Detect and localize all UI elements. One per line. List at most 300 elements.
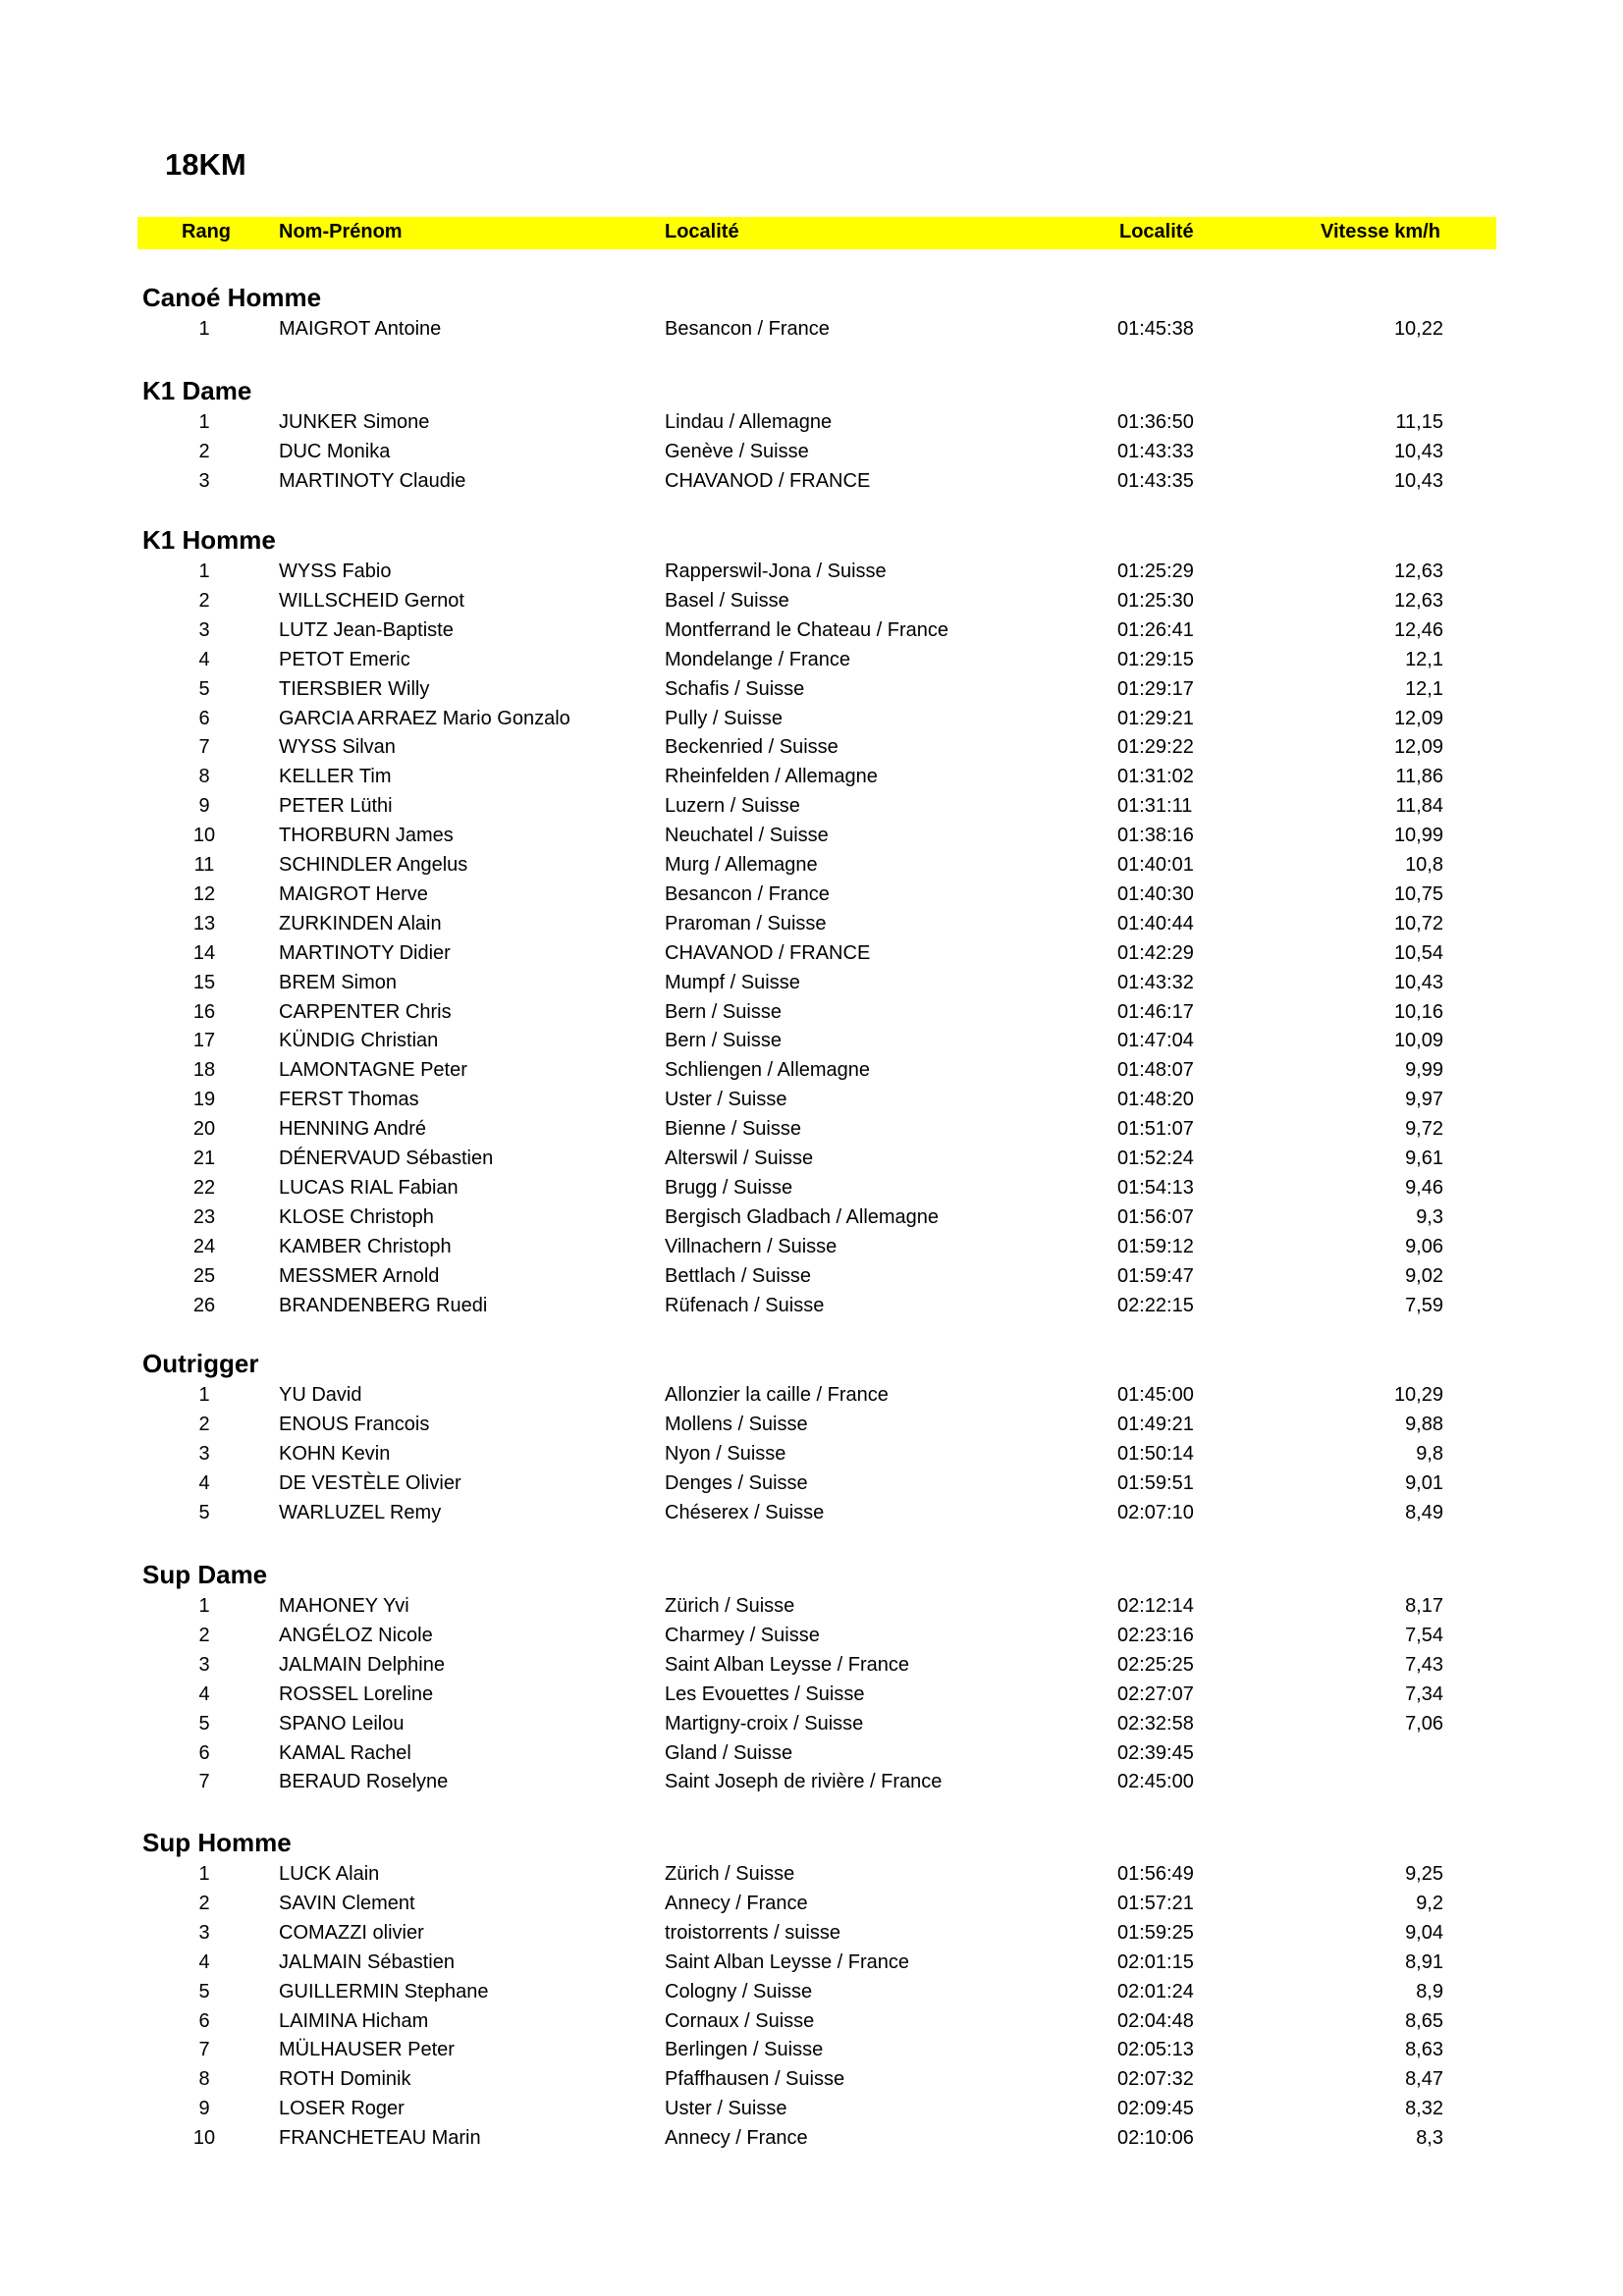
rank-cell: 2 [198, 1625, 210, 1646]
table-row [0, 1893, 1623, 1922]
name-cell: SPANO Leilou [279, 1713, 405, 1735]
rank-cell: 4 [198, 1683, 210, 1705]
name-cell: DE VESTÈLE Olivier [279, 1472, 461, 1494]
locality-cell: Berlingen / Suisse [665, 2039, 824, 2060]
locality-cell: Allonzier la caille / France [665, 1384, 889, 1406]
name-cell: KELLER Tim [279, 766, 392, 787]
name-cell: WILLSCHEID Gernot [279, 590, 464, 612]
locality-cell: Charmey / Suisse [665, 1625, 820, 1646]
table-row [0, 736, 1623, 766]
time-cell: 01:29:15 [1117, 649, 1194, 670]
locality-cell: Rapperswil-Jona / Suisse [665, 561, 887, 582]
locality-cell: Rheinfelden / Allemagne [665, 766, 878, 787]
rank-cell: 14 [192, 942, 216, 964]
name-cell: BRANDENBERG Ruedi [279, 1295, 488, 1316]
rank-cell: 1 [198, 411, 210, 433]
time-cell: 02:25:25 [1117, 1654, 1194, 1676]
table-row [0, 854, 1623, 883]
time-cell: 01:40:30 [1117, 883, 1194, 905]
locality-cell: Bern / Suisse [665, 1030, 782, 1051]
locality-cell: Neuchatel / Suisse [665, 825, 829, 846]
locality-cell: Zürich / Suisse [665, 1863, 795, 1885]
name-cell: FRANCHETEAU Marin [279, 2127, 481, 2149]
name-cell: SCHINDLER Angelus [279, 854, 468, 876]
table-row [0, 649, 1623, 678]
time-cell: 01:59:25 [1117, 1922, 1194, 1944]
name-cell: LOSER Roger [279, 2098, 405, 2119]
rank-cell: 18 [192, 1059, 216, 1081]
table-row [0, 1206, 1623, 1236]
rank-cell: 5 [198, 1981, 210, 2002]
name-cell: LUTZ Jean-Baptiste [279, 619, 454, 641]
time-cell: 01:43:35 [1117, 470, 1194, 492]
time-cell: 02:12:14 [1117, 1595, 1194, 1617]
locality-cell: Annecy / France [665, 2127, 808, 2149]
name-cell: KÜNDIG Christian [279, 1030, 439, 1051]
rank-cell: 1 [198, 561, 210, 582]
time-cell: 01:36:50 [1117, 411, 1194, 433]
rank-cell: 3 [198, 1443, 210, 1465]
speed-cell: 12,1 [1405, 649, 1443, 670]
table-row [0, 1295, 1623, 1324]
speed-cell: 8,3 [1416, 2127, 1443, 2149]
rank-cell: 3 [198, 619, 210, 641]
rank-cell: 2 [198, 1414, 210, 1435]
table-row [0, 1742, 1623, 1772]
locality-cell: Saint Alban Leysse / France [665, 1951, 910, 1973]
locality-cell: Schliengen / Allemagne [665, 1059, 871, 1081]
speed-cell: 8,65 [1405, 2010, 1443, 2032]
name-cell: CARPENTER Chris [279, 1001, 452, 1023]
rank-cell: 7 [198, 2039, 210, 2060]
table-row [0, 1030, 1623, 1059]
rank-cell: 11 [193, 854, 215, 876]
rank-cell: 9 [198, 795, 210, 817]
speed-cell: 9,3 [1416, 1206, 1443, 1228]
speed-cell: 10,16 [1393, 1001, 1443, 1023]
speed-cell: 9,61 [1405, 1148, 1443, 1169]
locality-cell: Genève / Suisse [665, 441, 809, 462]
time-cell: 01:56:49 [1117, 1863, 1194, 1885]
rank-cell: 10 [192, 825, 216, 846]
speed-cell: 11,15 [1395, 411, 1443, 433]
rank-cell: 3 [198, 1654, 210, 1676]
locality-cell: Saint Alban Leysse / France [665, 1654, 910, 1676]
locality-cell: Besancon / France [665, 318, 830, 340]
name-cell: KAMAL Rachel [279, 1742, 411, 1764]
speed-cell: 9,06 [1405, 1236, 1443, 1257]
name-cell: YU David [279, 1384, 362, 1406]
locality-cell: Luzern / Suisse [665, 795, 800, 817]
locality-cell: Rüfenach / Suisse [665, 1295, 825, 1316]
rank-cell: 1 [198, 318, 210, 340]
time-cell: 01:42:29 [1117, 942, 1194, 964]
locality-cell: Cologny / Suisse [665, 1981, 813, 2002]
time-cell: 01:45:00 [1117, 1384, 1194, 1406]
table-row [0, 411, 1623, 441]
rank-cell: 2 [198, 1893, 210, 1914]
table-row [0, 1059, 1623, 1089]
table-row [0, 942, 1623, 972]
rank-cell: 21 [192, 1148, 216, 1169]
locality-cell: Bergisch Gladbach / Allemagne [665, 1206, 940, 1228]
name-cell: GUILLERMIN Stephane [279, 1981, 489, 2002]
speed-cell: 9,25 [1405, 1863, 1443, 1885]
speed-cell: 9,97 [1405, 1089, 1443, 1110]
name-cell: PETOT Emeric [279, 649, 410, 670]
time-cell: 01:59:12 [1117, 1236, 1194, 1257]
table-row [0, 678, 1623, 708]
table-row [0, 590, 1623, 619]
rank-cell: 5 [198, 1713, 210, 1735]
name-cell: GARCIA ARRAEZ Mario Gonzalo [279, 708, 570, 729]
speed-cell: 12,63 [1393, 590, 1443, 612]
locality-cell: CHAVANOD / FRANCE [665, 942, 871, 964]
locality-cell: Lindau / Allemagne [665, 411, 833, 433]
time-cell: 02:07:10 [1117, 1502, 1194, 1523]
speed-cell: 10,43 [1393, 470, 1443, 492]
rank-cell: 16 [192, 1001, 216, 1023]
table-header [137, 217, 1496, 249]
name-cell: JUNKER Simone [279, 411, 430, 433]
time-cell: 02:01:15 [1117, 1951, 1194, 1973]
name-cell: MAHONEY Yvi [279, 1595, 409, 1617]
speed-cell: 9,72 [1405, 1118, 1443, 1140]
speed-cell: 10,8 [1405, 854, 1443, 876]
locality-cell: Zürich / Suisse [665, 1595, 795, 1617]
locality-cell: Mollens / Suisse [665, 1414, 808, 1435]
time-cell: 01:26:41 [1117, 619, 1194, 641]
name-cell: JALMAIN Delphine [279, 1654, 445, 1676]
time-cell: 01:31:02 [1117, 766, 1194, 787]
time-cell: 01:48:07 [1117, 1059, 1194, 1081]
category-title: K1 Homme [142, 525, 276, 555]
speed-cell: 7,43 [1405, 1654, 1443, 1676]
category-title: K1 Dame [142, 376, 252, 405]
table-row [0, 913, 1623, 942]
name-cell: LAMONTAGNE Peter [279, 1059, 467, 1081]
locality-cell: Chéserex / Suisse [665, 1502, 825, 1523]
table-row [0, 1625, 1623, 1654]
locality-cell: Basel / Suisse [665, 590, 789, 612]
time-cell: 01:45:38 [1117, 318, 1194, 340]
table-row [0, 1981, 1623, 2010]
speed-cell: 8,32 [1405, 2098, 1443, 2119]
time-cell: 02:10:06 [1117, 2127, 1194, 2149]
locality-cell: Besancon / France [665, 883, 830, 905]
table-row [0, 1922, 1623, 1951]
speed-cell: 10,99 [1393, 825, 1443, 846]
time-cell: 01:38:16 [1117, 825, 1194, 846]
table-row [0, 766, 1623, 795]
header-nom-prenom: Nom-Prénom [279, 221, 403, 242]
page-title: 18KM [165, 147, 246, 182]
rank-cell: 23 [192, 1206, 216, 1228]
rank-cell: 1 [198, 1595, 210, 1617]
locality-cell: Saint Joseph de rivière / France [665, 1771, 943, 1792]
name-cell: ROSSEL Loreline [279, 1683, 434, 1705]
locality-cell: Murg / Allemagne [665, 854, 818, 876]
time-cell: 01:51:07 [1117, 1118, 1194, 1140]
locality-cell: Montferrand le Chateau / France [665, 619, 949, 641]
table-row [0, 1414, 1623, 1443]
speed-cell: 8,17 [1405, 1595, 1443, 1617]
time-cell: 01:46:17 [1117, 1001, 1194, 1023]
name-cell: ZURKINDEN Alain [279, 913, 442, 934]
name-cell: MAIGROT Antoine [279, 318, 442, 340]
table-row [0, 1089, 1623, 1118]
time-cell: 01:29:17 [1117, 678, 1194, 700]
name-cell: PETER Lüthi [279, 795, 393, 817]
table-row [0, 619, 1623, 649]
name-cell: DUC Monika [279, 441, 391, 462]
name-cell: LUCK Alain [279, 1863, 380, 1885]
time-cell: 01:29:22 [1117, 736, 1194, 758]
category-title: Sup Homme [142, 1828, 292, 1857]
name-cell: ENOUS Francois [279, 1414, 430, 1435]
rank-cell: 3 [198, 1922, 210, 1944]
time-cell: 02:01:24 [1117, 1981, 1194, 2002]
name-cell: ROTH Dominik [279, 2068, 411, 2090]
speed-cell: 9,02 [1405, 1265, 1443, 1287]
table-row [0, 1177, 1623, 1206]
name-cell: KOHN Kevin [279, 1443, 391, 1465]
table-row [0, 825, 1623, 854]
locality-cell: Les Evouettes / Suisse [665, 1683, 865, 1705]
locality-cell: Martigny-croix / Suisse [665, 1713, 864, 1735]
speed-cell: 7,06 [1405, 1713, 1443, 1735]
rank-cell: 15 [192, 972, 216, 993]
speed-cell: 10,43 [1393, 972, 1443, 993]
table-row [0, 972, 1623, 1001]
speed-cell: 8,63 [1405, 2039, 1443, 2060]
rank-cell: 17 [192, 1030, 216, 1051]
name-cell: WYSS Silvan [279, 736, 396, 758]
speed-cell: 9,8 [1416, 1443, 1443, 1465]
name-cell: FERST Thomas [279, 1089, 419, 1110]
table-row [0, 1148, 1623, 1177]
table-row [0, 2068, 1623, 2098]
rank-cell: 3 [198, 470, 210, 492]
name-cell: HENNING André [279, 1118, 427, 1140]
table-row [0, 1118, 1623, 1148]
time-cell: 01:25:29 [1117, 561, 1194, 582]
time-cell: 02:45:00 [1117, 1771, 1194, 1792]
rank-cell: 19 [192, 1089, 216, 1110]
time-cell: 01:40:44 [1117, 913, 1194, 934]
table-row [0, 1001, 1623, 1031]
rank-cell: 7 [198, 1771, 210, 1792]
time-cell: 01:43:32 [1117, 972, 1194, 993]
table-row [0, 708, 1623, 737]
locality-cell: Beckenried / Suisse [665, 736, 839, 758]
table-row [0, 795, 1623, 825]
table-row [0, 1502, 1623, 1531]
speed-cell: 11,86 [1395, 766, 1443, 787]
locality-cell: Schafis / Suisse [665, 678, 805, 700]
locality-cell: Gland / Suisse [665, 1742, 793, 1764]
name-cell: WYSS Fabio [279, 561, 392, 582]
table-row [0, 1654, 1623, 1683]
table-row [0, 1951, 1623, 1981]
category-title: Outrigger [142, 1349, 259, 1378]
locality-cell: troistorrents / suisse [665, 1922, 840, 1944]
time-cell: 01:59:47 [1117, 1265, 1194, 1287]
speed-cell: 8,47 [1405, 2068, 1443, 2090]
name-cell: LAIMINA Hicham [279, 2010, 429, 2032]
table-row [0, 1771, 1623, 1800]
rank-cell: 7 [198, 736, 210, 758]
table-row [0, 561, 1623, 590]
time-cell: 02:07:32 [1117, 2068, 1194, 2090]
locality-cell: Villnachern / Suisse [665, 1236, 838, 1257]
table-row [0, 470, 1623, 500]
rank-cell: 25 [192, 1265, 216, 1287]
rank-cell: 4 [198, 1951, 210, 1973]
speed-cell: 12,63 [1393, 561, 1443, 582]
rank-cell: 10 [192, 2127, 216, 2149]
table-row [0, 1713, 1623, 1742]
time-cell: 01:29:21 [1117, 708, 1194, 729]
speed-cell: 9,01 [1405, 1472, 1443, 1494]
locality-cell: Bienne / Suisse [665, 1118, 801, 1140]
table-row [0, 2010, 1623, 2040]
rank-cell: 26 [192, 1295, 216, 1316]
name-cell: ANGÉLOZ Nicole [279, 1625, 433, 1646]
name-cell: MAIGROT Herve [279, 883, 428, 905]
table-row [0, 441, 1623, 470]
time-cell: 02:09:45 [1117, 2098, 1194, 2119]
rank-cell: 6 [198, 1742, 210, 1764]
header-rang: Rang [182, 221, 231, 242]
locality-cell: Cornaux / Suisse [665, 2010, 815, 2032]
speed-cell: 10,22 [1393, 318, 1443, 340]
rank-cell: 5 [198, 1502, 210, 1523]
locality-cell: Alterswil / Suisse [665, 1148, 814, 1169]
time-cell: 01:50:14 [1117, 1443, 1194, 1465]
time-cell: 01:49:21 [1117, 1414, 1194, 1435]
name-cell: WARLUZEL Remy [279, 1502, 442, 1523]
name-cell: MÜLHAUSER Peter [279, 2039, 455, 2060]
speed-cell: 9,2 [1416, 1893, 1443, 1914]
time-cell: 01:31:11 [1117, 795, 1193, 817]
time-cell: 01:54:13 [1117, 1177, 1194, 1199]
name-cell: LUCAS RIAL Fabian [279, 1177, 459, 1199]
header-vitesse: Vitesse km/h [1321, 221, 1440, 242]
table-row [0, 883, 1623, 913]
time-cell: 02:22:15 [1117, 1295, 1194, 1316]
name-cell: MESSMER Arnold [279, 1265, 440, 1287]
locality-cell: Pfaffhausen / Suisse [665, 2068, 845, 2090]
name-cell: MARTINOTY Didier [279, 942, 451, 964]
speed-cell: 9,46 [1405, 1177, 1443, 1199]
time-cell: 01:57:21 [1117, 1893, 1194, 1914]
locality-cell: Uster / Suisse [665, 1089, 787, 1110]
rank-cell: 12 [192, 883, 216, 905]
locality-cell: Mondelange / France [665, 649, 851, 670]
time-cell: 01:40:01 [1117, 854, 1194, 876]
speed-cell: 9,88 [1405, 1414, 1443, 1435]
rank-cell: 13 [192, 913, 216, 934]
rank-cell: 2 [198, 590, 210, 612]
name-cell: KLOSE Christoph [279, 1206, 434, 1228]
name-cell: JALMAIN Sébastien [279, 1951, 455, 1973]
locality-cell: CHAVANOD / FRANCE [665, 470, 871, 492]
name-cell: MARTINOTY Claudie [279, 470, 466, 492]
locality-cell: Pully / Suisse [665, 708, 784, 729]
rank-cell: 8 [198, 766, 210, 787]
table-row [0, 1443, 1623, 1472]
time-cell: 01:59:51 [1117, 1472, 1194, 1494]
locality-cell: Mumpf / Suisse [665, 972, 800, 993]
locality-cell: Brugg / Suisse [665, 1177, 793, 1199]
time-cell: 02:23:16 [1117, 1625, 1194, 1646]
speed-cell: 10,29 [1393, 1384, 1443, 1406]
table-row [0, 318, 1623, 347]
speed-cell: 11,84 [1395, 795, 1443, 817]
locality-cell: Bern / Suisse [665, 1001, 782, 1023]
table-row [0, 1472, 1623, 1502]
table-row [0, 1595, 1623, 1625]
speed-cell: 10,75 [1393, 883, 1443, 905]
table-row [0, 1683, 1623, 1713]
rank-cell: 20 [192, 1118, 216, 1140]
speed-cell: 7,54 [1405, 1625, 1443, 1646]
speed-cell: 10,54 [1393, 942, 1443, 964]
time-cell: 01:47:04 [1117, 1030, 1194, 1051]
category-title: Sup Dame [142, 1560, 268, 1589]
header-temps: Localité [1119, 221, 1194, 242]
rank-cell: 4 [198, 1472, 210, 1494]
rank-cell: 2 [198, 441, 210, 462]
time-cell: 01:48:20 [1117, 1089, 1194, 1110]
table-row [0, 2127, 1623, 2157]
name-cell: COMAZZI olivier [279, 1922, 424, 1944]
speed-cell: 10,09 [1393, 1030, 1443, 1051]
table-row [0, 1236, 1623, 1265]
locality-cell: Annecy / France [665, 1893, 808, 1914]
locality-cell: Denges / Suisse [665, 1472, 808, 1494]
name-cell: THORBURN James [279, 825, 454, 846]
time-cell: 02:05:13 [1117, 2039, 1194, 2060]
locality-cell: Uster / Suisse [665, 2098, 787, 2119]
table-row [0, 1863, 1623, 1893]
speed-cell: 10,43 [1393, 441, 1443, 462]
rank-cell: 1 [198, 1863, 210, 1885]
rank-cell: 5 [198, 678, 210, 700]
rank-cell: 6 [198, 2010, 210, 2032]
table-row [0, 2098, 1623, 2127]
time-cell: 01:43:33 [1117, 441, 1194, 462]
time-cell: 02:04:48 [1117, 2010, 1194, 2032]
speed-cell: 8,9 [1416, 1981, 1443, 2002]
name-cell: SAVIN Clement [279, 1893, 415, 1914]
name-cell: TIERSBIER Willy [279, 678, 430, 700]
speed-cell: 12,46 [1393, 619, 1443, 641]
time-cell: 01:56:07 [1117, 1206, 1194, 1228]
locality-cell: Praroman / Suisse [665, 913, 827, 934]
rank-cell: 22 [192, 1177, 216, 1199]
name-cell: DÉNERVAUD Sébastien [279, 1148, 494, 1169]
table-row [0, 2039, 1623, 2068]
speed-cell: 9,99 [1405, 1059, 1443, 1081]
speed-cell: 9,04 [1405, 1922, 1443, 1944]
speed-cell: 7,34 [1405, 1683, 1443, 1705]
time-cell: 01:52:24 [1117, 1148, 1194, 1169]
rank-cell: 8 [198, 2068, 210, 2090]
name-cell: BREM Simon [279, 972, 398, 993]
time-cell: 02:32:58 [1117, 1713, 1194, 1735]
